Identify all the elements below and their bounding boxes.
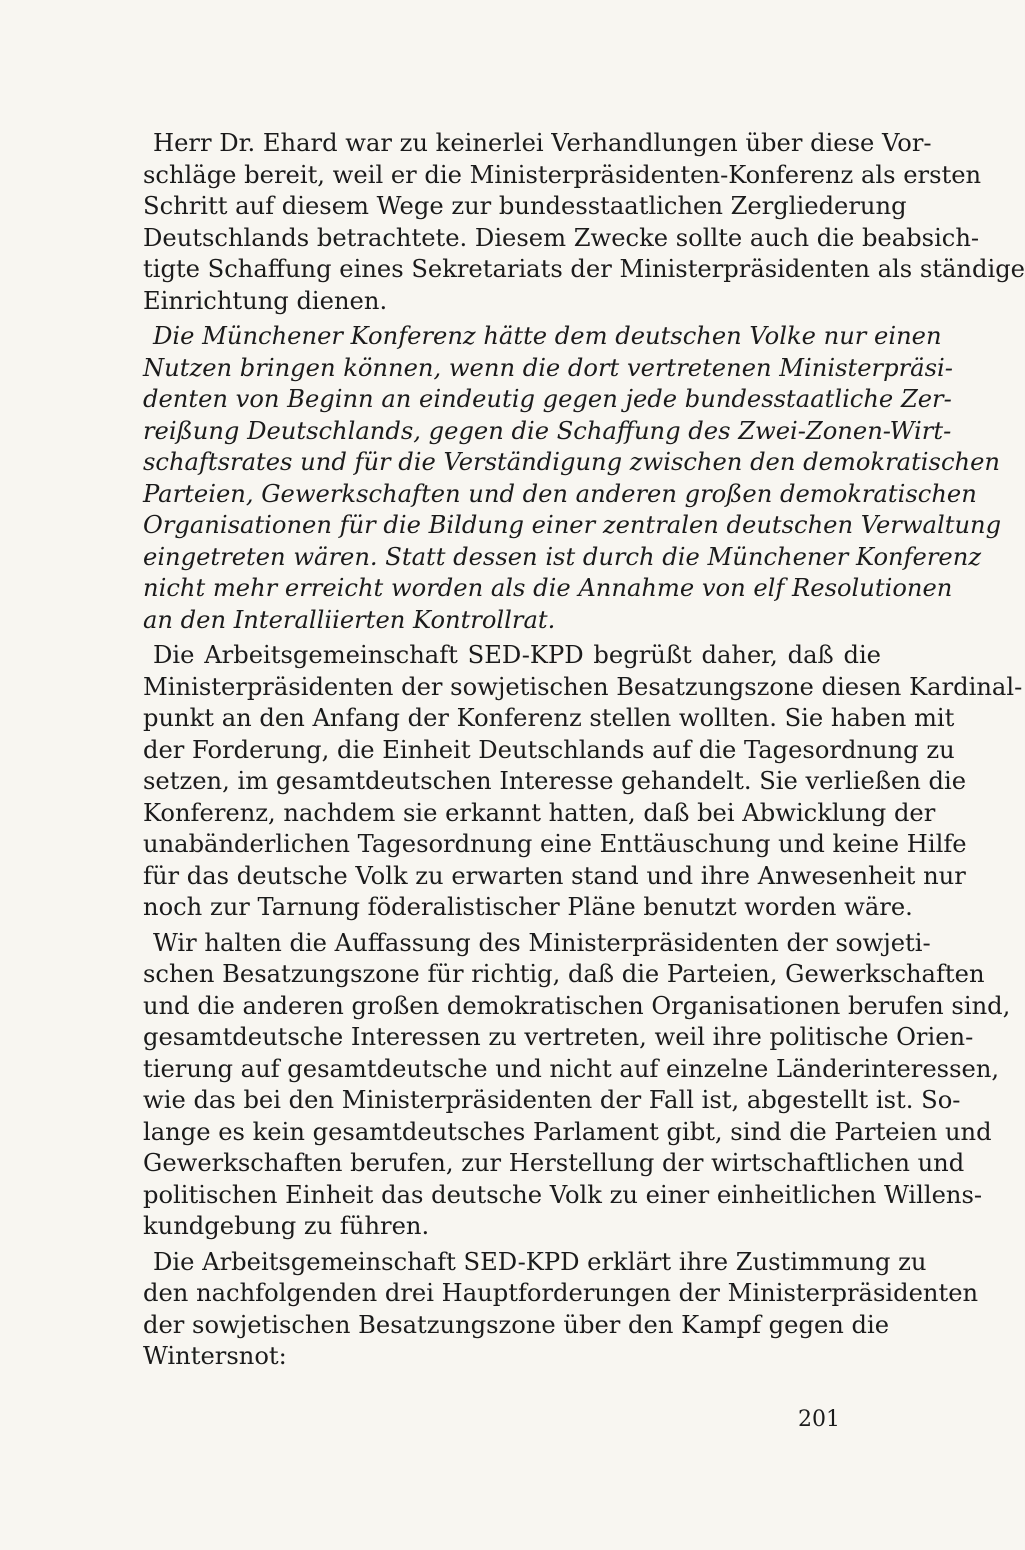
- text-line: Parteien, Gewerkschaften und den anderen großen demokratischen: [143, 479, 977, 508]
- text-line: für das deutsche Volk zu erwarten stand und ihre Anwesenheit nur: [143, 861, 966, 890]
- text-line: den nachfolgenden drei Hauptforderungen der Ministerpräsidenten: [143, 1279, 979, 1307]
- text-line: der sowjetischen Besatzungszone über den Kampf gegen die: [143, 1310, 890, 1339]
- text-line: punkt an den Anfang der Konferenz stellen wollten. Sie haben mit: [143, 704, 955, 732]
- text-line: tierung auf gesamtdeutsche und nicht auf einzelne Länderinteressen,: [143, 1054, 1000, 1083]
- text-line: schen Besatzungszone für richtig, daß die Parteien, Gewerkschaften: [143, 960, 985, 988]
- page-number: 201: [798, 1407, 840, 1432]
- text-line: nicht mehr erreicht worden als die Annahme von elf Resolutionen: [143, 574, 953, 602]
- text-line: tigte Schaffung eines Sekretariats der Ministerpräsidenten als ständige: [143, 255, 1025, 283]
- text-line: Die Münchener Konferenz hätte dem deutschen Volke nur einen: [153, 322, 942, 350]
- text-line: setzen, im gesamtdeutschen Interesse gehandelt. Sie verließen die: [143, 767, 967, 795]
- text-line: Konferenz, nachdem sie erkannt hatten, daß bei Abwicklung der: [143, 798, 936, 827]
- text-line: kundgebung zu führen.: [143, 1212, 430, 1240]
- text-line: Wintersnot:: [143, 1342, 287, 1370]
- text-line: denten von Beginn an eindeutig gegen jede bundesstaatliche Zer-: [143, 385, 952, 413]
- paragraph: [143, 928, 1011, 1243]
- text-line: Wir halten die Auffassung des Ministerpräsidenten der sowjeti-: [153, 928, 931, 957]
- text-line: schaftsrates und für die Verständigung zwischen den demokratischen: [143, 448, 1000, 476]
- text-line: Die Arbeitsgemeinschaft SED-KPD begrüßt daher, daß die: [153, 641, 881, 669]
- text-line: Herr Dr. Ehard war zu keinerlei Verhandlungen über diese Vor-: [153, 129, 932, 157]
- text-line: Nutzen bringen können, wenn die dort vertretenen Ministerpräsi-: [143, 353, 953, 382]
- text-line: Die Arbeitsgemeinschaft SED-KPD erklärt ihre Zustimmung zu: [153, 1247, 927, 1276]
- text-line: eingetreten wären. Statt dessen ist durch die Münchener Konferenz: [143, 542, 982, 571]
- text-line: Deutschlands betrachtete. Diesem Zwecke sollte auch die beabsich-: [143, 223, 980, 252]
- text-line: Organisationen für die Bildung einer zentralen deutschen Verwaltung: [143, 511, 1002, 539]
- text-line: lange es kein gesamtdeutsches Parlament gibt, sind die Parteien und: [143, 1117, 992, 1146]
- paragraph: [143, 128, 1025, 317]
- text-line: politischen Einheit das deutsche Volk zu einer einheitlichen Willens-: [143, 1180, 983, 1209]
- text-line: noch zur Tarnung föderalistischer Pläne benutzt worden wäre.: [143, 893, 913, 921]
- text-line: schläge bereit, weil er die Ministerpräsidenten-Konferenz als ersten: [143, 160, 982, 189]
- paragraph: [143, 321, 1002, 636]
- text-line: gesamtdeutsche Interessen zu vertreten, weil ihre politische Orien-: [143, 1023, 974, 1051]
- text-line: und die anderen großen demokratischen Organisationen berufen sind,: [143, 991, 1011, 1020]
- text-line: wie das bei den Ministerpräsidenten der Fall ist, abgestellt ist. So-: [143, 1086, 961, 1114]
- text-line: Gewerkschaften berufen, zur Herstellung der wirtschaftlichen und: [143, 1149, 965, 1177]
- text-line: Einrichtung dienen.: [143, 286, 388, 315]
- text-line: der Forderung, die Einheit Deutschlands auf die Tagesordnung zu: [143, 735, 955, 764]
- text-line: Schritt auf diesem Wege zur bundesstaatlichen Zergliederung: [143, 192, 907, 220]
- text-line: reißung Deutschlands, gegen die Schaffung des Zwei-Zonen-Wirt-: [143, 416, 952, 445]
- text-line: unabänderlichen Tagesordnung eine Enttäuschung und keine Hilfe: [143, 830, 967, 858]
- body-text: [143, 128, 1025, 1373]
- paragraph: [143, 1247, 979, 1373]
- paragraph: [143, 640, 1023, 924]
- text-line: Ministerpräsidenten der sowjetischen Besatzungszone diesen Kardinal-: [143, 672, 1023, 701]
- text-line: an den Interalliierten Kontrollrat.: [143, 605, 556, 634]
